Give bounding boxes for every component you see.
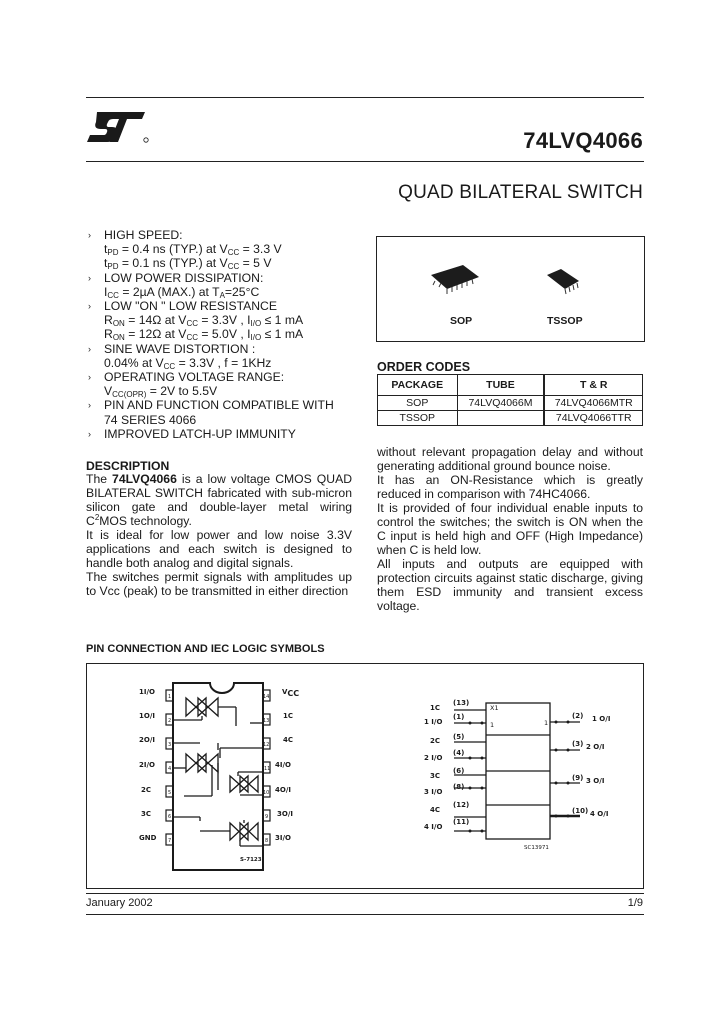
iec-output-pin: (3) (572, 740, 584, 748)
header-package: PACKAGE (378, 375, 458, 396)
description-paragraph: All inputs and outputs are equipped with protection circuits against static discharge, giving them ESD immunity and transient excess voltage. (377, 557, 643, 613)
feature-line: 74 SERIES 4066 (104, 412, 197, 427)
table-row (378, 396, 643, 411)
feature-sine-distortion (86, 342, 366, 370)
feature-line: $t_{PD} = 0.4$ ns (TYP.) at $V_{CC} = 3.3$ V (104, 242, 282, 258)
svg-text:1: 1 (544, 719, 549, 727)
pin-label: 4C (283, 736, 294, 744)
description-paragraph: It is ideal for low power and low noise 3.3V applications and each switch is designed to handle both analog and digital signals. (86, 528, 352, 570)
pin-label: 3I/O (275, 834, 291, 842)
feature-line: $t_{PD} = 0.1$ ns (TYP.) at $V_{CC} = 5$ V (104, 256, 272, 272)
feature-title: SINE WAVE DISTORTION : (104, 341, 256, 356)
svg-text:7: 7 (168, 838, 172, 844)
package-label-sop: SOP (450, 315, 473, 327)
svg-text:SC13971: SC13971 (524, 845, 549, 851)
pin-connection-title: PIN CONNECTION AND IEC LOGIC SYMBOLS (86, 643, 325, 655)
svg-text:2: 2 (168, 718, 172, 724)
iec-input-label: 1 I/O (424, 718, 443, 726)
table-row (378, 411, 643, 426)
pin-label: 1C (283, 712, 294, 720)
iec-input-label: 1C (430, 704, 441, 712)
iec-input-label: 2 I/O (424, 754, 443, 762)
cell-tube (457, 411, 544, 426)
description-column-2 (377, 445, 643, 613)
pin-label: 4I/O (275, 761, 291, 769)
package-images-box (376, 236, 645, 342)
iec-input-pin: (8) (453, 783, 465, 791)
feature-line: 0.04% at $V_{CC} = 3.3V$ , f = 1KHz (104, 355, 272, 371)
feature-line: $R_{ON} = 14\Omega$ at $V_{CC} = 3.3V$ , $I_{I/O} \le 1$ mA (104, 313, 304, 329)
iec-output-label: 1 O/I (592, 715, 611, 723)
order-codes-table (377, 374, 643, 426)
iec-input-pin: (4) (453, 749, 465, 757)
pin-label: 1I/O (139, 688, 155, 696)
feature-line: $I_{CC} = 2\mu A$ (MAX.) at $T_A=25^\circ C$ (104, 284, 260, 300)
feature-compatible (86, 398, 366, 426)
feature-title: LOW POWER DISSIPATION: (104, 270, 264, 285)
pin-label: 4O/I (275, 786, 291, 794)
iec-input-pin: (11) (453, 818, 470, 826)
svg-text:14: 14 (263, 694, 270, 700)
iec-output-pin: (2) (572, 712, 584, 720)
pin-label: GND (139, 834, 157, 842)
cell-package: SOP (378, 396, 458, 411)
iec-input-pin: (1) (453, 713, 465, 721)
iec-input-label: 4C (430, 806, 441, 814)
iec-input-pin: (5) (453, 733, 465, 741)
header-top-rule (86, 97, 644, 98)
iec-output-pin: (9) (572, 774, 584, 782)
cell-package: TSSOP (378, 411, 458, 426)
feature-title: LOW "ON " LOW RESISTANCE (104, 299, 277, 314)
description-paragraph: The 74LVQ4066 is a low voltage CMOS QUAD BILATERAL SWITCH fabricated with sub-micron silicon gate and double-layer metal wiring $C^2MOS$ technology. (86, 472, 353, 528)
svg-text:11: 11 (264, 766, 271, 772)
feature-title: OPERATING VOLTAGE RANGE: (104, 370, 285, 385)
pin-label: $V_{CC}$ (282, 688, 300, 698)
footer-date: January 2002 (86, 897, 153, 909)
bullet-icon: › (88, 372, 91, 383)
iec-output-label: 3 O/I (586, 777, 605, 785)
part-number: 74LVQ4066 (523, 128, 643, 153)
svg-text:X1: X1 (490, 704, 499, 712)
document-subtitle: QUAD BILATERAL SWITCH (398, 182, 643, 203)
iec-input-pin: (13) (453, 699, 470, 707)
svg-text:8: 8 (265, 838, 269, 844)
svg-text:10: 10 (263, 790, 270, 796)
feature-high-speed (86, 228, 366, 271)
header-tr: T & R (544, 375, 642, 396)
table-header-row (378, 375, 643, 396)
svg-text:5: 5 (168, 790, 172, 796)
order-codes-title: ORDER CODES (377, 360, 471, 374)
iec-input-pin: (6) (453, 767, 465, 775)
pin-label: 2I/O (139, 761, 155, 769)
bullet-icon: › (88, 301, 91, 312)
description-paragraph: It is provided of four individual enable inputs to control the switches; the switch is ON when the C input is held high and OFF (High Impedance) when C is held low. (377, 501, 643, 557)
description-paragraph: without relevant propagation delay and without generating additional ground bounce noise. (377, 445, 643, 473)
st-logo-icon (87, 110, 149, 146)
iec-input-label: 3 I/O (424, 788, 443, 796)
header-bottom-rule (86, 161, 644, 162)
description-column-1 (86, 472, 352, 598)
feature-line: $R_{ON} = 12\Omega$ at $V_{CC} = 5.0V$ , $I_{I/O} \le 1$ mA (104, 327, 304, 343)
iec-logic-symbol (420, 695, 620, 855)
svg-text:4: 4 (168, 766, 172, 772)
dip-figure-code: S-7123 (240, 857, 262, 863)
iec-output-pin: (10) (572, 807, 589, 815)
svg-text:13: 13 (263, 718, 270, 724)
iec-input-label: 3C (430, 772, 441, 780)
bullet-icon: › (88, 400, 91, 411)
iec-output-label: 2 O/I (586, 743, 605, 751)
feature-low-power (86, 271, 366, 299)
bullet-icon: › (88, 230, 91, 240)
package-label-tssop: TSSOP (547, 315, 583, 327)
pin-label: 3C (141, 810, 152, 818)
pin-label: 1O/I (139, 712, 155, 720)
header-tube: TUBE (457, 375, 544, 396)
pin-label: 2O/I (139, 736, 155, 744)
feature-title: HIGH SPEED: (104, 228, 183, 242)
bullet-icon: › (88, 428, 91, 439)
feature-voltage-range (86, 370, 366, 398)
svg-text:3: 3 (168, 742, 172, 748)
cell-tube: 74LVQ4066M (457, 396, 544, 411)
footer-top-rule (86, 893, 644, 894)
svg-text:12: 12 (263, 742, 270, 748)
feature-latchup (86, 427, 366, 441)
svg-text:9: 9 (265, 814, 269, 820)
description-paragraph: It has an ON-Resistance which is greatly reduced in comparison with 74HC4066. (377, 473, 643, 501)
description-paragraph: The switches permit signals with amplitudes up to Vcc (peak) to be transmitted in either direction (86, 570, 352, 598)
feature-title: PIN AND FUNCTION COMPATIBLE WITH (104, 398, 334, 413)
footer-bottom-rule (86, 914, 644, 915)
feature-title: IMPROVED LATCH-UP IMMUNITY (104, 426, 296, 441)
iec-input-pin: (12) (453, 801, 470, 809)
feature-low-resistance (86, 299, 366, 342)
svg-text:6: 6 (168, 814, 172, 820)
feature-line: $V_{CC(OPR)} = 2V$ to 5.5V (104, 384, 218, 400)
iec-input-label: 2C (430, 737, 441, 745)
bullet-icon: › (88, 272, 91, 283)
cell-tr: 74LVQ4066MTR (544, 396, 642, 411)
pin-label: 2C (141, 786, 152, 794)
description-title: DESCRIPTION (86, 459, 170, 473)
bullet-icon: › (88, 343, 91, 354)
svg-text:1: 1 (168, 694, 172, 700)
svg-text:1: 1 (490, 721, 495, 729)
feature-list (86, 228, 366, 441)
iec-input-label: 4 I/O (424, 823, 443, 831)
dip-pinout-diagram (130, 680, 310, 880)
page-number: 1/9 (627, 897, 643, 909)
iec-output-label: 4 O/I (590, 810, 609, 818)
pin-label: 3O/I (277, 810, 293, 818)
cell-tr: 74LVQ4066TTR (544, 411, 642, 426)
